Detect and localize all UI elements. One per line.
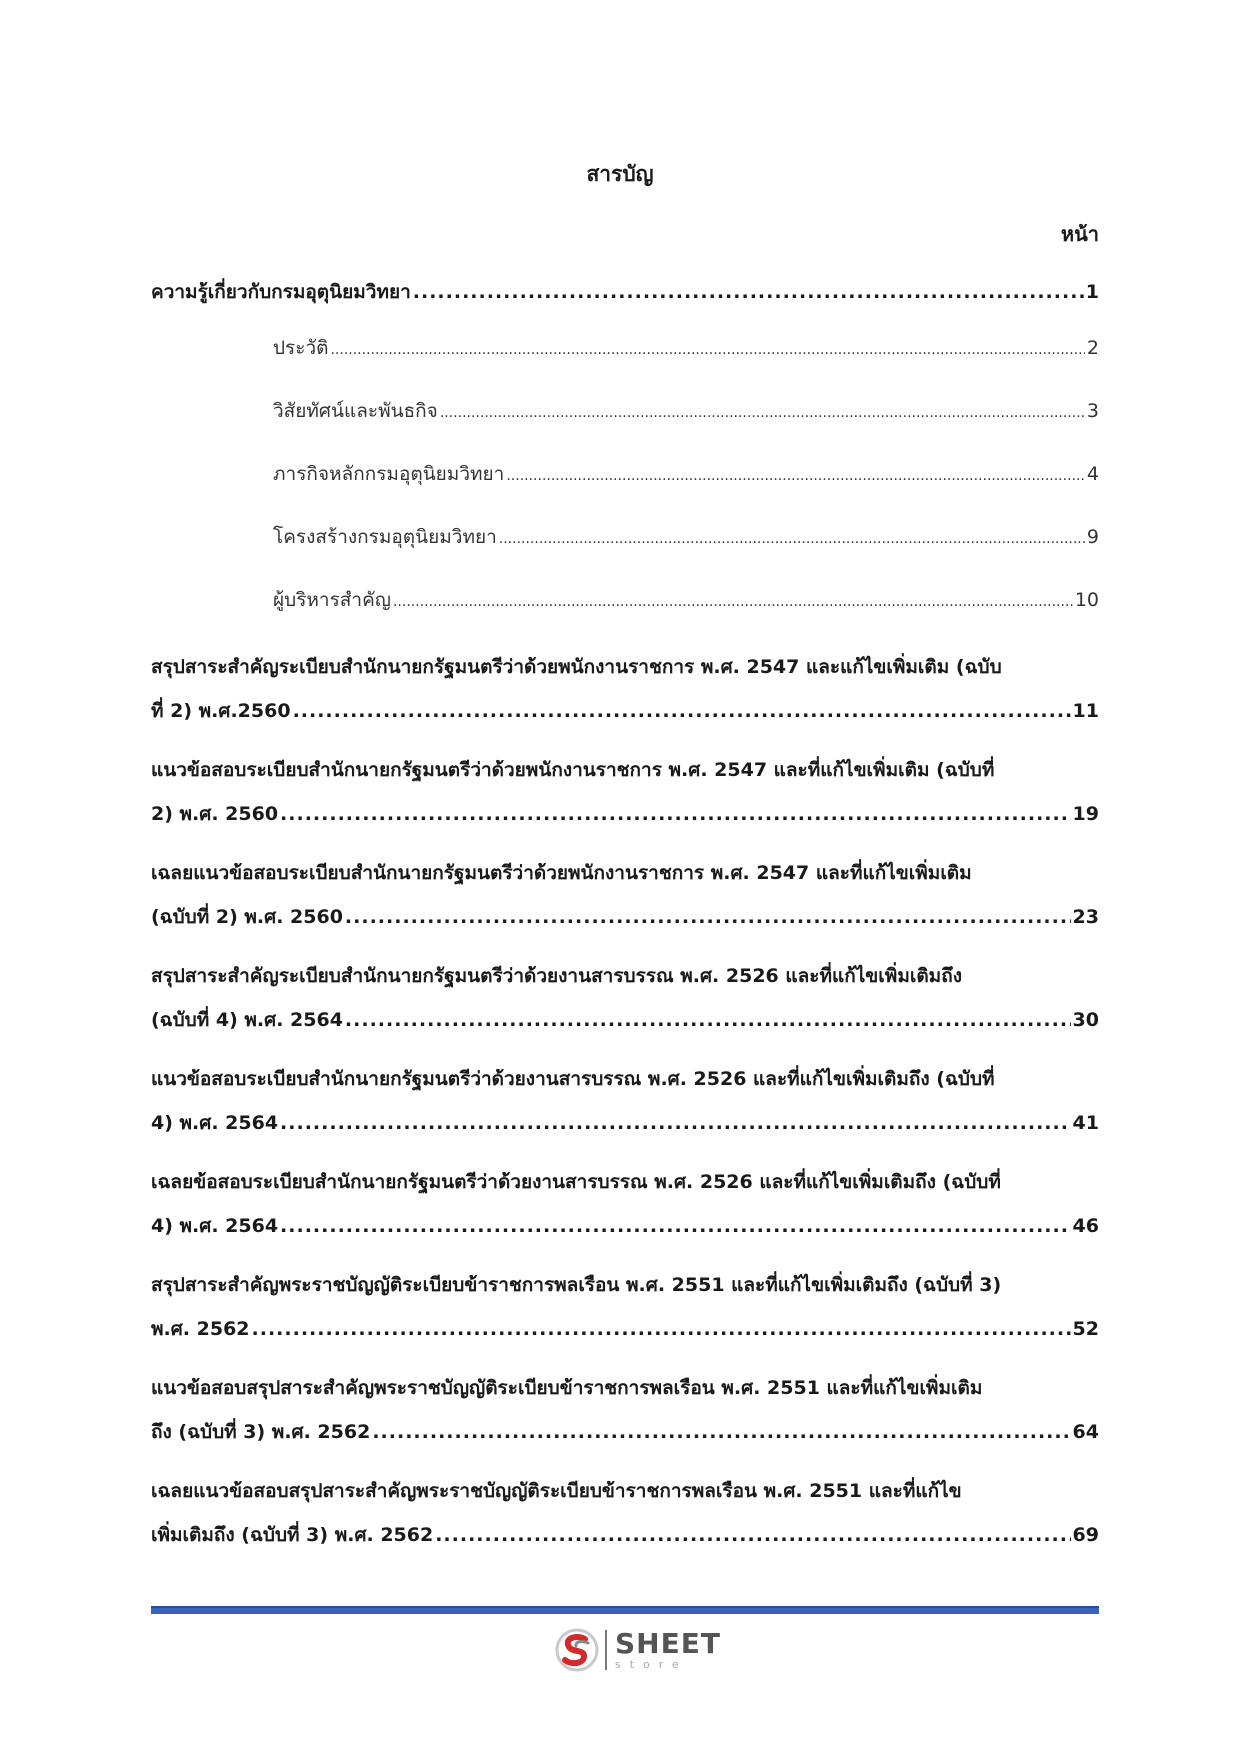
logo-separator — [605, 1630, 607, 1670]
toc-entry-page: 64 — [1072, 1421, 1099, 1443]
toc-entry-text-cont: 2) พ.ศ. 2560 — [151, 803, 279, 825]
toc-subentry[interactable] — [151, 381, 1099, 444]
toc-subentry[interactable] — [151, 444, 1099, 507]
toc-subentry[interactable] — [151, 570, 1099, 633]
dot-leader — [252, 1307, 1071, 1351]
toc-entry-text-cont: ถึง (ฉบับที่ 3) พ.ศ. 2562 — [151, 1421, 371, 1443]
toc-entry-text-cont: เพิ่มเติมถึง (ฉบับที่ 3) พ.ศ. 2562 — [151, 1524, 434, 1546]
toc-entry-text: เฉลยแนวข้อสอบระเบียบสำนักนายกรัฐมนตรีว่าด้วยพนักงานราชการ พ.ศ. 2547 และที่แก้ไขเพิ่มเติม — [151, 862, 972, 884]
dot-leader — [345, 998, 1071, 1042]
toc-entry-text-cont: 4) พ.ศ. 2564 — [151, 1112, 279, 1134]
dot-leader — [345, 895, 1071, 939]
toc-entry-page: 10 — [1074, 589, 1099, 611]
toc-entry-text: ประวัติ — [273, 337, 329, 359]
toc-entry-text: วิสัยทัศน์และพันธกิจ — [273, 400, 438, 422]
toc-subentry[interactable] — [151, 507, 1099, 570]
dot-leader — [280, 1101, 1071, 1145]
toc-entry-text: แนวข้อสอบระเบียบสำนักนายกรัฐมนตรีว่าด้วยพนักงานราชการ พ.ศ. 2547 และที่แก้ไขเพิ่มเติม (ฉบับที่ — [151, 759, 995, 781]
dot-leader — [413, 270, 1084, 314]
toc-entry-page: 1 — [1085, 281, 1099, 303]
toc-entry-page: 23 — [1072, 906, 1099, 928]
toc-entry-text: แนวข้อสอบระเบียบสำนักนายกรัฐมนตรีว่าด้วยงานสารบรรณ พ.ศ. 2526 และที่แก้ไขเพิ่มเติมถึง (ฉบับที่ — [151, 1068, 995, 1090]
dot-leader — [280, 792, 1071, 836]
toc-entry-text: ภารกิจหลักกรมอุตุนิยมวิทยา — [273, 463, 505, 485]
toc-entry-page: 41 — [1072, 1112, 1099, 1134]
logo-mark-icon — [555, 1628, 599, 1672]
toc-entry-page: 3 — [1086, 400, 1099, 422]
toc-entry-text: แนวข้อสอบสรุปสาระสำคัญพระราชบัญญัติระเบียบข้าราชการพลเรือน พ.ศ. 2551 และที่แก้ไขเพิ่มเติม — [151, 1377, 983, 1399]
toc-entry-text: สรุปสาระสำคัญระเบียบสำนักนายกรัฐมนตรีว่าด้วยงานสารบรรณ พ.ศ. 2526 และที่แก้ไขเพิ่มเติมถึง — [151, 965, 962, 987]
toc-entry[interactable] — [151, 1366, 1099, 1454]
toc-entry[interactable] — [151, 1160, 1099, 1248]
dot-leader — [330, 318, 1084, 381]
dot-leader — [280, 1204, 1071, 1248]
toc-entry-page: 11 — [1072, 700, 1099, 722]
toc-entry[interactable] — [151, 748, 1099, 836]
toc-entry[interactable] — [151, 1057, 1099, 1145]
toc-list — [151, 270, 1099, 1572]
toc-title: สารบัญ — [586, 162, 654, 186]
toc-entry-text: เฉลยแนวข้อสอบสรุปสาระสำคัญพระราชบัญญัติระเบียบข้าราชการพลเรือน พ.ศ. 2551 และที่แก้ไข — [151, 1480, 962, 1502]
toc-entry[interactable] — [151, 645, 1099, 733]
dot-leader — [293, 689, 1071, 733]
toc-entry-page: 52 — [1072, 1318, 1099, 1340]
toc-entry-text: เฉลยข้อสอบระเบียบสำนักนายกรัฐมนตรีว่าด้วยงานสารบรรณ พ.ศ. 2526 และที่แก้ไขเพิ่มเติมถึง (ฉบับที่ — [151, 1171, 1001, 1193]
toc-entry[interactable] — [151, 954, 1099, 1042]
dot-leader — [393, 570, 1073, 633]
dot-leader — [499, 507, 1085, 570]
toc-entry-text: โครงสร้างกรมอุตุนิยมวิทยา — [273, 526, 497, 548]
page-column-header: หน้า — [1060, 222, 1099, 246]
toc-entry-text-cont: (ฉบับที่ 4) พ.ศ. 2564 — [151, 1009, 343, 1031]
toc-subentry[interactable] — [151, 318, 1099, 381]
toc-entry-page: 30 — [1072, 1009, 1099, 1031]
logo-subword: store — [615, 1658, 688, 1671]
toc-entry-page: 4 — [1086, 463, 1099, 485]
toc-entry-text: ความรู้เกี่ยวกับกรมอุตุนิยมวิทยา — [151, 281, 411, 303]
footer-rule — [151, 1606, 1099, 1614]
dot-leader — [440, 381, 1085, 444]
toc-entry-text-cont: (ฉบับที่ 2) พ.ศ. 2560 — [151, 906, 343, 928]
logo-word: SHEET — [615, 1627, 721, 1660]
dot-leader — [372, 1410, 1070, 1454]
toc-entry-text-cont: ที่ 2) พ.ศ.2560 — [151, 700, 291, 722]
toc-entry-text: สรุปสาระสำคัญระเบียบสำนักนายกรัฐมนตรีว่าด้วยพนักงานราชการ พ.ศ. 2547 และแก้ไขเพิ่มเติม (ฉบับ — [151, 656, 1002, 678]
toc-entry[interactable] — [151, 851, 1099, 939]
toc-entry-text-cont: 4) พ.ศ. 2564 — [151, 1215, 279, 1237]
toc-entry-page: 2 — [1086, 337, 1099, 359]
toc-entry-text-cont: พ.ศ. 2562 — [151, 1318, 250, 1340]
dot-leader — [506, 444, 1085, 507]
toc-entry[interactable] — [151, 270, 1099, 314]
toc-entry[interactable] — [151, 1263, 1099, 1351]
toc-entry-text: ผู้บริหารสำคัญ — [273, 589, 391, 611]
toc-entry[interactable] — [151, 1469, 1099, 1557]
toc-entry-page: 69 — [1072, 1524, 1099, 1546]
sheet-store-logo — [555, 1628, 721, 1672]
toc-entry-text: สรุปสาระสำคัญพระราชบัญญัติระเบียบข้าราชการพลเรือน พ.ศ. 2551 และที่แก้ไขเพิ่มเติมถึง (ฉบับที่ 3) — [151, 1274, 1002, 1296]
toc-entry-page: 46 — [1072, 1215, 1099, 1237]
toc-entry-page: 9 — [1086, 526, 1099, 548]
toc-entry-page: 19 — [1072, 803, 1099, 825]
dot-leader — [435, 1513, 1070, 1557]
